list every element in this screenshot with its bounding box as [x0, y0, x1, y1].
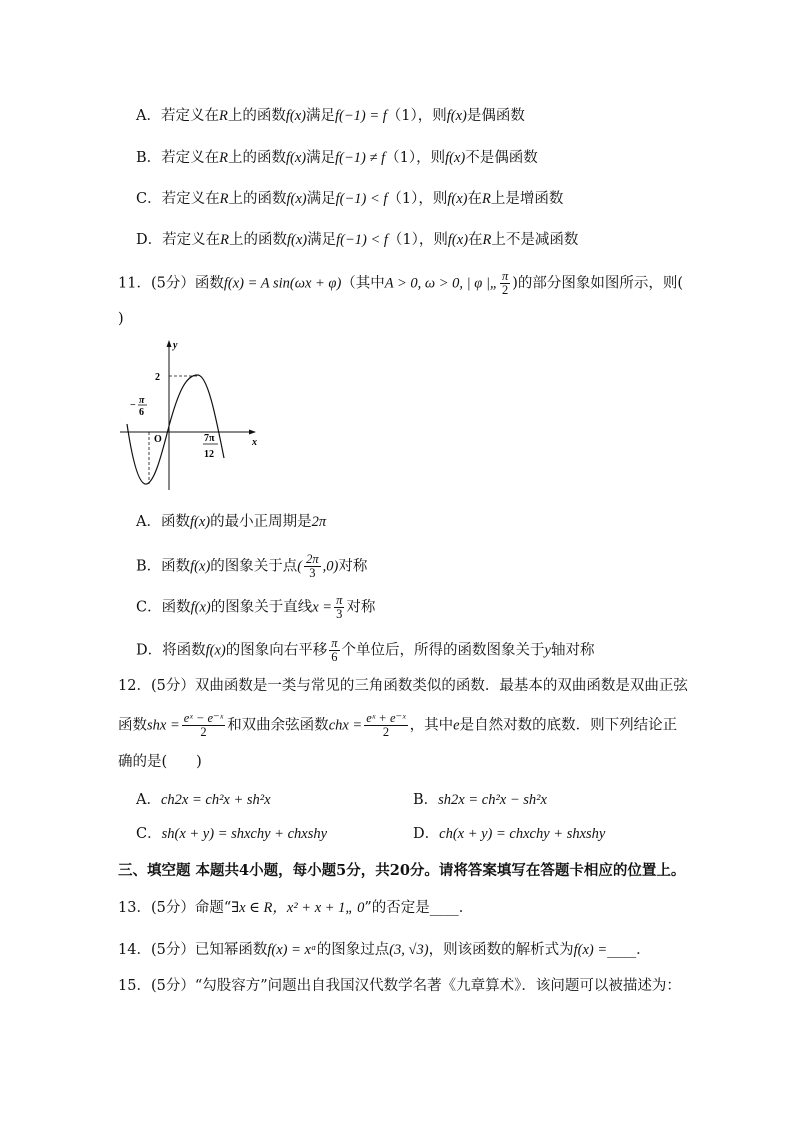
math-fx: f(x)	[190, 599, 211, 616]
q11-stem-close: )	[118, 311, 124, 327]
q15: 15．(5分）“勾股容方”问题出自我国汉代数学名著《九章算术》．该问题可以被描述为：	[118, 978, 681, 994]
y-axis-label: y	[173, 340, 178, 351]
math-R: R	[219, 191, 229, 207]
fraction-pi-over-3: $\frac{\pi}{3}$	[336, 593, 343, 621]
math-R: R	[218, 108, 228, 124]
x-axis-arrow	[249, 430, 256, 435]
q12-line2: 函数shx = $\frac{\text{eˣ − e⁻ˣ}}{2}$ 和双曲余弦函数chx = $\frac{\text{eˣ + e⁻ˣ}}{2}$ ，其中e是自然对数的底数．则下列结论正	[118, 711, 678, 739]
math-fx: f(x)	[285, 108, 306, 124]
fraction-cosh: $\frac{\text{eˣ + e⁻ˣ}}{2}$	[366, 711, 406, 739]
math-fx: f(x)	[287, 232, 308, 248]
math-condition: A > 0, ω > 0, | φ |„	[384, 275, 498, 292]
q10-option-d: D．若定义在R上的函数f(x)满足f(−1) < f（1），则f(x)在R上不是减函数	[136, 232, 579, 248]
math-formula: f(x) = A sin(ωx + φ)	[223, 275, 342, 292]
q10-option-a: A．若定义在R上的函数f(x)满足f(−1) = f（1），则f(x)是偶函数	[136, 108, 525, 124]
fraction-sinh: $\frac{\text{eˣ − e⁻ˣ}}{2}$	[183, 711, 224, 739]
q11-stem: 11．(5分）函数f(x) = A sin(ωx + φ)（其中A > 0, ω > 0, | φ |„ $\frac{\pi}{2}$ )的部分图象如图所示，则(	[118, 269, 684, 297]
math-fx: f(x)	[189, 514, 211, 530]
left-label-sign: −	[130, 400, 136, 411]
right-label-num: 7π	[204, 433, 215, 444]
q11-option-d: D．将函数f(x)的图象向右平移 $\frac{\pi}{6}$ 个单位后，所得的函数图象关于y轴对称	[136, 636, 595, 664]
y-axis-arrow	[167, 340, 172, 347]
fraction-pi-over-2: $\frac{\pi}{2}$	[502, 269, 509, 297]
math-fx: f(x)	[205, 642, 226, 659]
q14: 14．(5分）已知幂函数f(x) = xᵅ的图象过点(3, √3)，则该函数的解析式为f(x) =____．	[118, 942, 651, 958]
math-fx: f(x)	[286, 150, 307, 166]
section-3-heading: 三、填空题 本题共4小题，每小题5分，共20分。请将答案填写在答题卡相应的位置上。	[118, 862, 686, 879]
fraction-pi-over-6: $\frac{\pi}{6}$	[331, 636, 338, 664]
q12-line3: 确的是( )	[118, 754, 202, 770]
math-expr: f(−1) < f	[336, 232, 388, 248]
q11-option-b: B．函数f(x)的图象关于点( $\frac{2\pi}{3}$ ,0)对称	[136, 552, 368, 580]
q12-option-b: B．sh2x = ch²x − sh²x	[413, 792, 547, 808]
sine-curve	[127, 375, 224, 484]
math-fx: f(x)	[447, 191, 468, 207]
q11-option-a: A．函数f(x)的最小正周期是2π	[136, 514, 327, 530]
left-label-den: 6	[139, 407, 144, 418]
math-R: R	[482, 232, 492, 248]
math-fx: f(x)	[445, 150, 466, 166]
right-label-den: 12	[204, 449, 214, 460]
math-fx: f(x)	[447, 232, 469, 248]
fraction-2pi-over-3: $\frac{2\pi}{3}$	[306, 552, 319, 580]
q10-option-c: C．若定义在R上的函数f(x)满足f(−1) < f（1），则f(x)在R上是增函数	[136, 191, 564, 207]
math-expr: f(−1) = f	[334, 108, 387, 124]
q10-option-b: B．若定义在R上的函数f(x)满足f(−1) ≠ f（1），则f(x)不是偶函数	[136, 150, 538, 166]
x-axis-label: x	[252, 437, 257, 448]
q12-option-a: A．ch2x = ch²x + sh²x	[136, 792, 271, 808]
q12-option-c: C．sh(x + y) = shxchy + chxshy	[136, 826, 328, 842]
math-fx: f(x)	[286, 191, 307, 207]
q12-option-d: D．ch(x + y) = chxchy + shxshy	[413, 826, 606, 842]
q11-option-c: C．函数f(x)的图象关于直线x = $\frac{\pi}{3}$ 对称	[136, 593, 376, 621]
q12-line1: 12．(5分）双曲函数是一类与常见的三角函数类似的函数．最基本的双曲函数是双曲正弦	[118, 678, 688, 694]
q11-sine-graph	[118, 338, 268, 494]
left-label-num: π	[139, 395, 145, 406]
math-R: R	[219, 150, 229, 166]
math-R: R	[482, 191, 491, 207]
math-expr: f(−1) < f	[335, 191, 388, 207]
answer-blank: ____	[607, 942, 637, 958]
answer-blank: ____	[429, 900, 459, 916]
math-2pi: 2π	[311, 514, 327, 530]
math-fx: f(x)	[446, 108, 467, 124]
origin-label: O	[154, 434, 162, 445]
q13: 13．(5分）命题“∃x ∈ R，x² + x + 1„ 0”的否定是____．	[118, 900, 474, 916]
math-fx: f(x)	[190, 558, 211, 575]
math-R: R	[220, 232, 229, 248]
math-expr: f(−1) ≠ f	[335, 150, 386, 166]
max-label: 2	[155, 372, 160, 383]
